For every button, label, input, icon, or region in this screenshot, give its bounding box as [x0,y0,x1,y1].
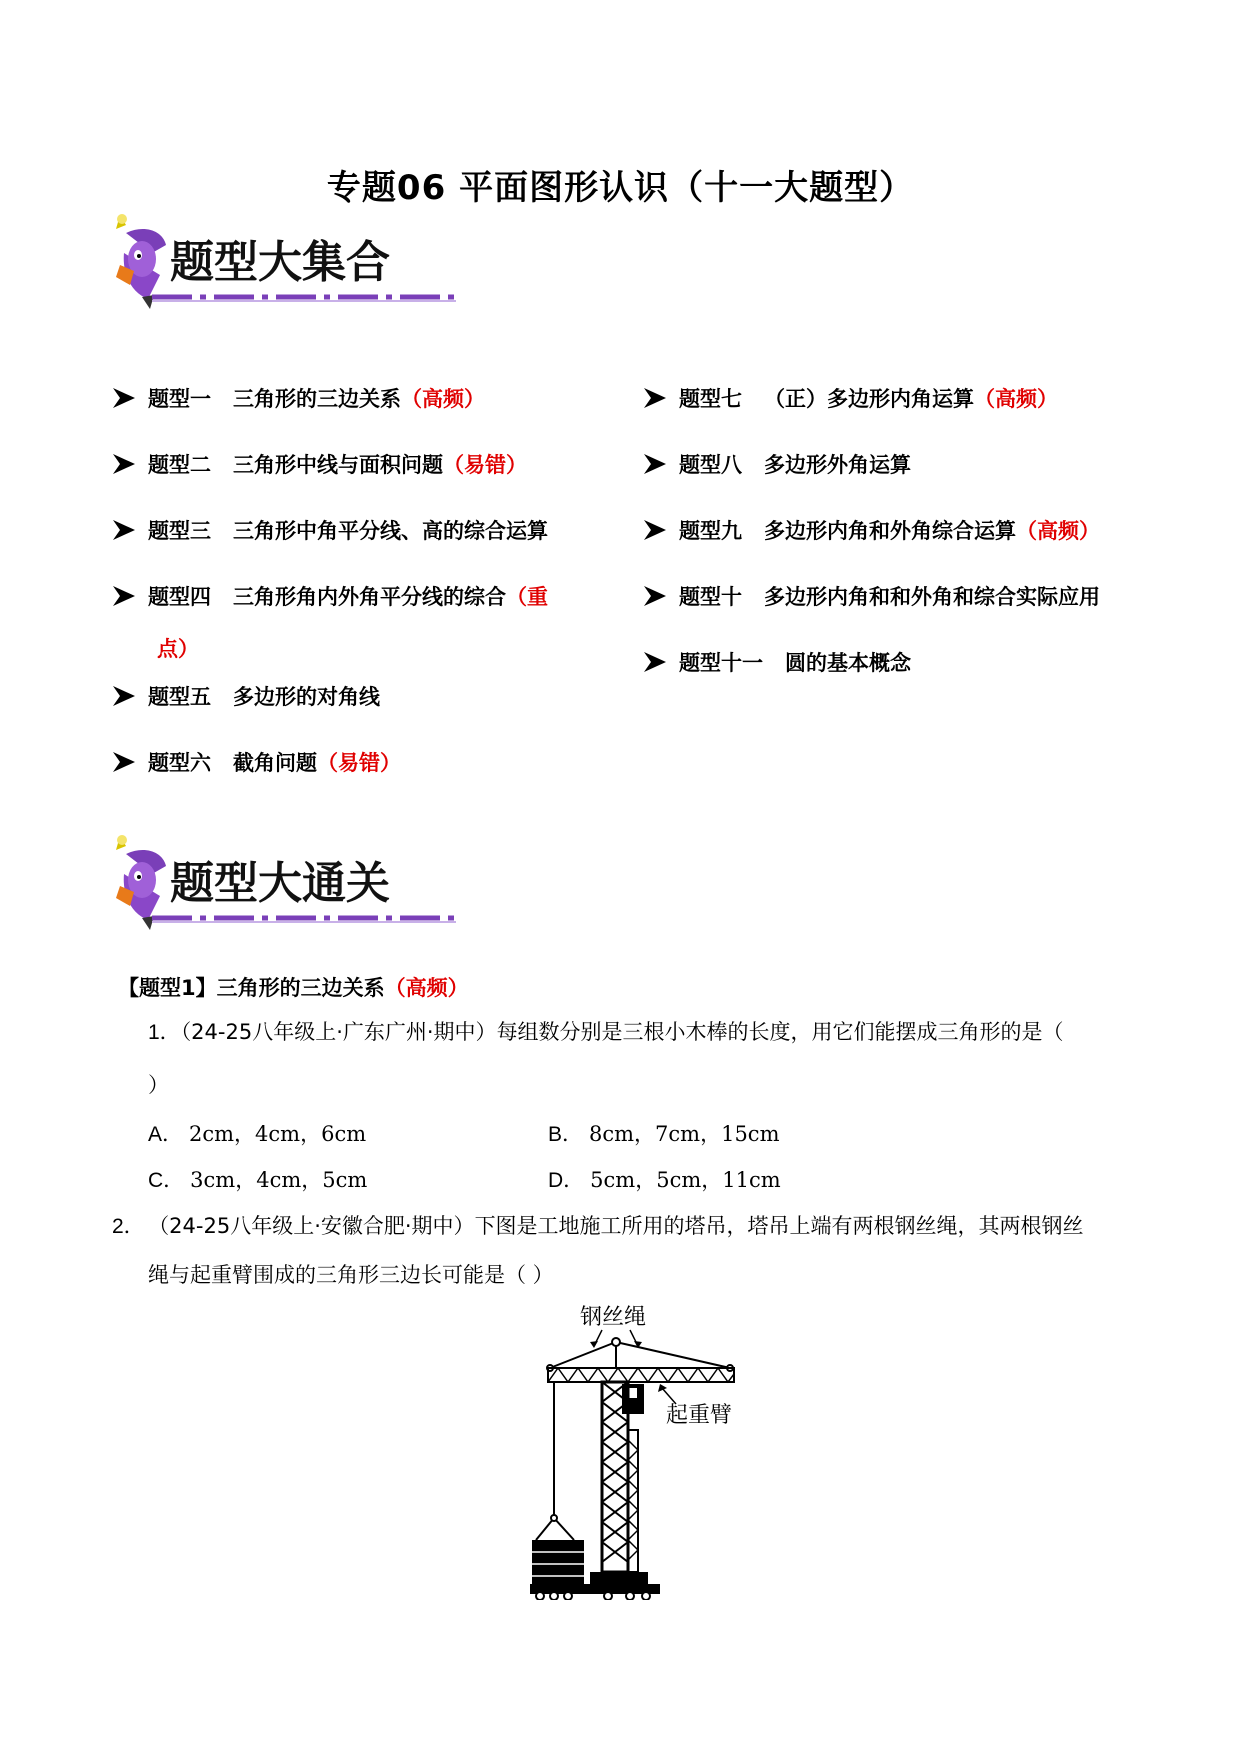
category-tag: （高频） [1016,519,1100,543]
option-a[interactable]: A． 2cm，4cm，6cm [148,1122,367,1146]
label-boom-arm: 起重臂 [666,1403,733,1428]
arrow-bullet-icon [643,650,667,674]
question-1-line-1 [148,1017,1064,1048]
category-item-8 [643,440,911,490]
category-number: 题型十 [679,585,742,609]
section-header: 【题型1】三角形的三边关系（高频） [118,976,469,1000]
tower-crane-figure [530,1300,750,1600]
label-steel-cable: 钢丝绳 [580,1305,647,1330]
category-tag: （高频） [401,387,485,411]
category-name: （正）多边形内角运算 [764,387,974,411]
category-tag: （重 [506,585,548,609]
category-name: 多边形内角和和外角和综合实际应用 [764,585,1100,609]
page-title: 专题06 平面图形认识（十一大题型） [326,168,915,208]
question-number: 1． [148,1021,181,1044]
category-item-6 [112,738,401,788]
category-item-5 [112,672,380,722]
category-name: 多边形的对角线 [233,685,380,709]
category-name: 三角形角内外角平分线的综合 [233,585,506,609]
banner-question-collection [112,205,462,315]
question-text: 每组数分别是三根小木棒的长度，用它们能摆成三角形的是（ [496,1020,1064,1044]
category-name: 截角问题 [233,751,317,775]
category-name: 三角形中角平分线、高的综合运算 [233,519,548,543]
banner-1-text: 题型大集合 [170,237,390,288]
arrow-bullet-icon [112,684,136,708]
category-number: 题型九 [679,519,742,543]
category-number: 题型十一 [679,651,763,675]
category-name: 多边形内角和外角综合运算 [764,519,1016,543]
category-number: 题型三 [148,519,211,543]
category-number: 题型八 [679,453,742,477]
category-item-1 [112,374,485,424]
question-1-line-2: ） [148,1073,169,1097]
banner-question-practice [112,826,462,936]
category-item-9 [643,506,1100,556]
question-number: 2． [112,1215,145,1238]
category-number: 题型四 [148,585,211,609]
banner-2-text: 题型大通关 [170,858,390,909]
category-name: 三角形的三边关系 [233,387,401,411]
category-item-3 [112,506,548,556]
option-c[interactable]: C． 3cm，4cm，5cm [148,1168,368,1192]
category-number: 题型七 [679,387,742,411]
category-number: 题型六 [148,751,211,775]
category-tag: （易错） [317,751,401,775]
question-2-line-2: 绳与起重臂围成的三角形三边长可能是（ ） [148,1263,554,1287]
category-tag: （易错） [443,453,527,477]
arrow-bullet-icon [643,386,667,410]
category-item-10 [643,572,1100,622]
section-tag: （高频） [384,976,469,1000]
category-name: 圆的基本概念 [785,651,911,675]
arrow-bullet-icon [643,518,667,542]
category-item-4 [112,572,548,622]
category-name: 多边形外角运算 [764,453,911,477]
arrow-bullet-icon [112,386,136,410]
arrow-bullet-icon [112,452,136,476]
category-number: 题型一 [148,387,211,411]
arrow-bullet-icon [112,518,136,542]
option-d[interactable]: D． 5cm，5cm，11cm [548,1168,781,1192]
arrow-bullet-icon [643,452,667,476]
category-item-7 [643,374,1058,424]
question-source: （24-25八年级上·安徽合肥·期中） [158,1214,475,1238]
option-b[interactable]: B． 8cm，7cm，15cm [548,1122,780,1146]
category-item-2 [112,440,527,490]
category-tag-continued: 点） [157,637,199,661]
question-source: （24-25八年级上·广东广州·期中） [180,1020,497,1044]
category-name: 三角形中线与面积问题 [233,453,443,477]
category-number: 题型二 [148,453,211,477]
category-tag: （高频） [974,387,1058,411]
category-number: 题型五 [148,685,211,709]
question-2-line-1 [112,1211,1084,1242]
arrow-bullet-icon [112,750,136,774]
question-text: 下图是工地施工所用的塔吊，塔吊上端有两根钢丝绳，其两根钢丝 [474,1214,1084,1238]
arrow-bullet-icon [112,584,136,608]
section-name: 三角形的三边关系 [216,976,385,1000]
category-item-11 [643,638,911,688]
arrow-bullet-icon [643,584,667,608]
